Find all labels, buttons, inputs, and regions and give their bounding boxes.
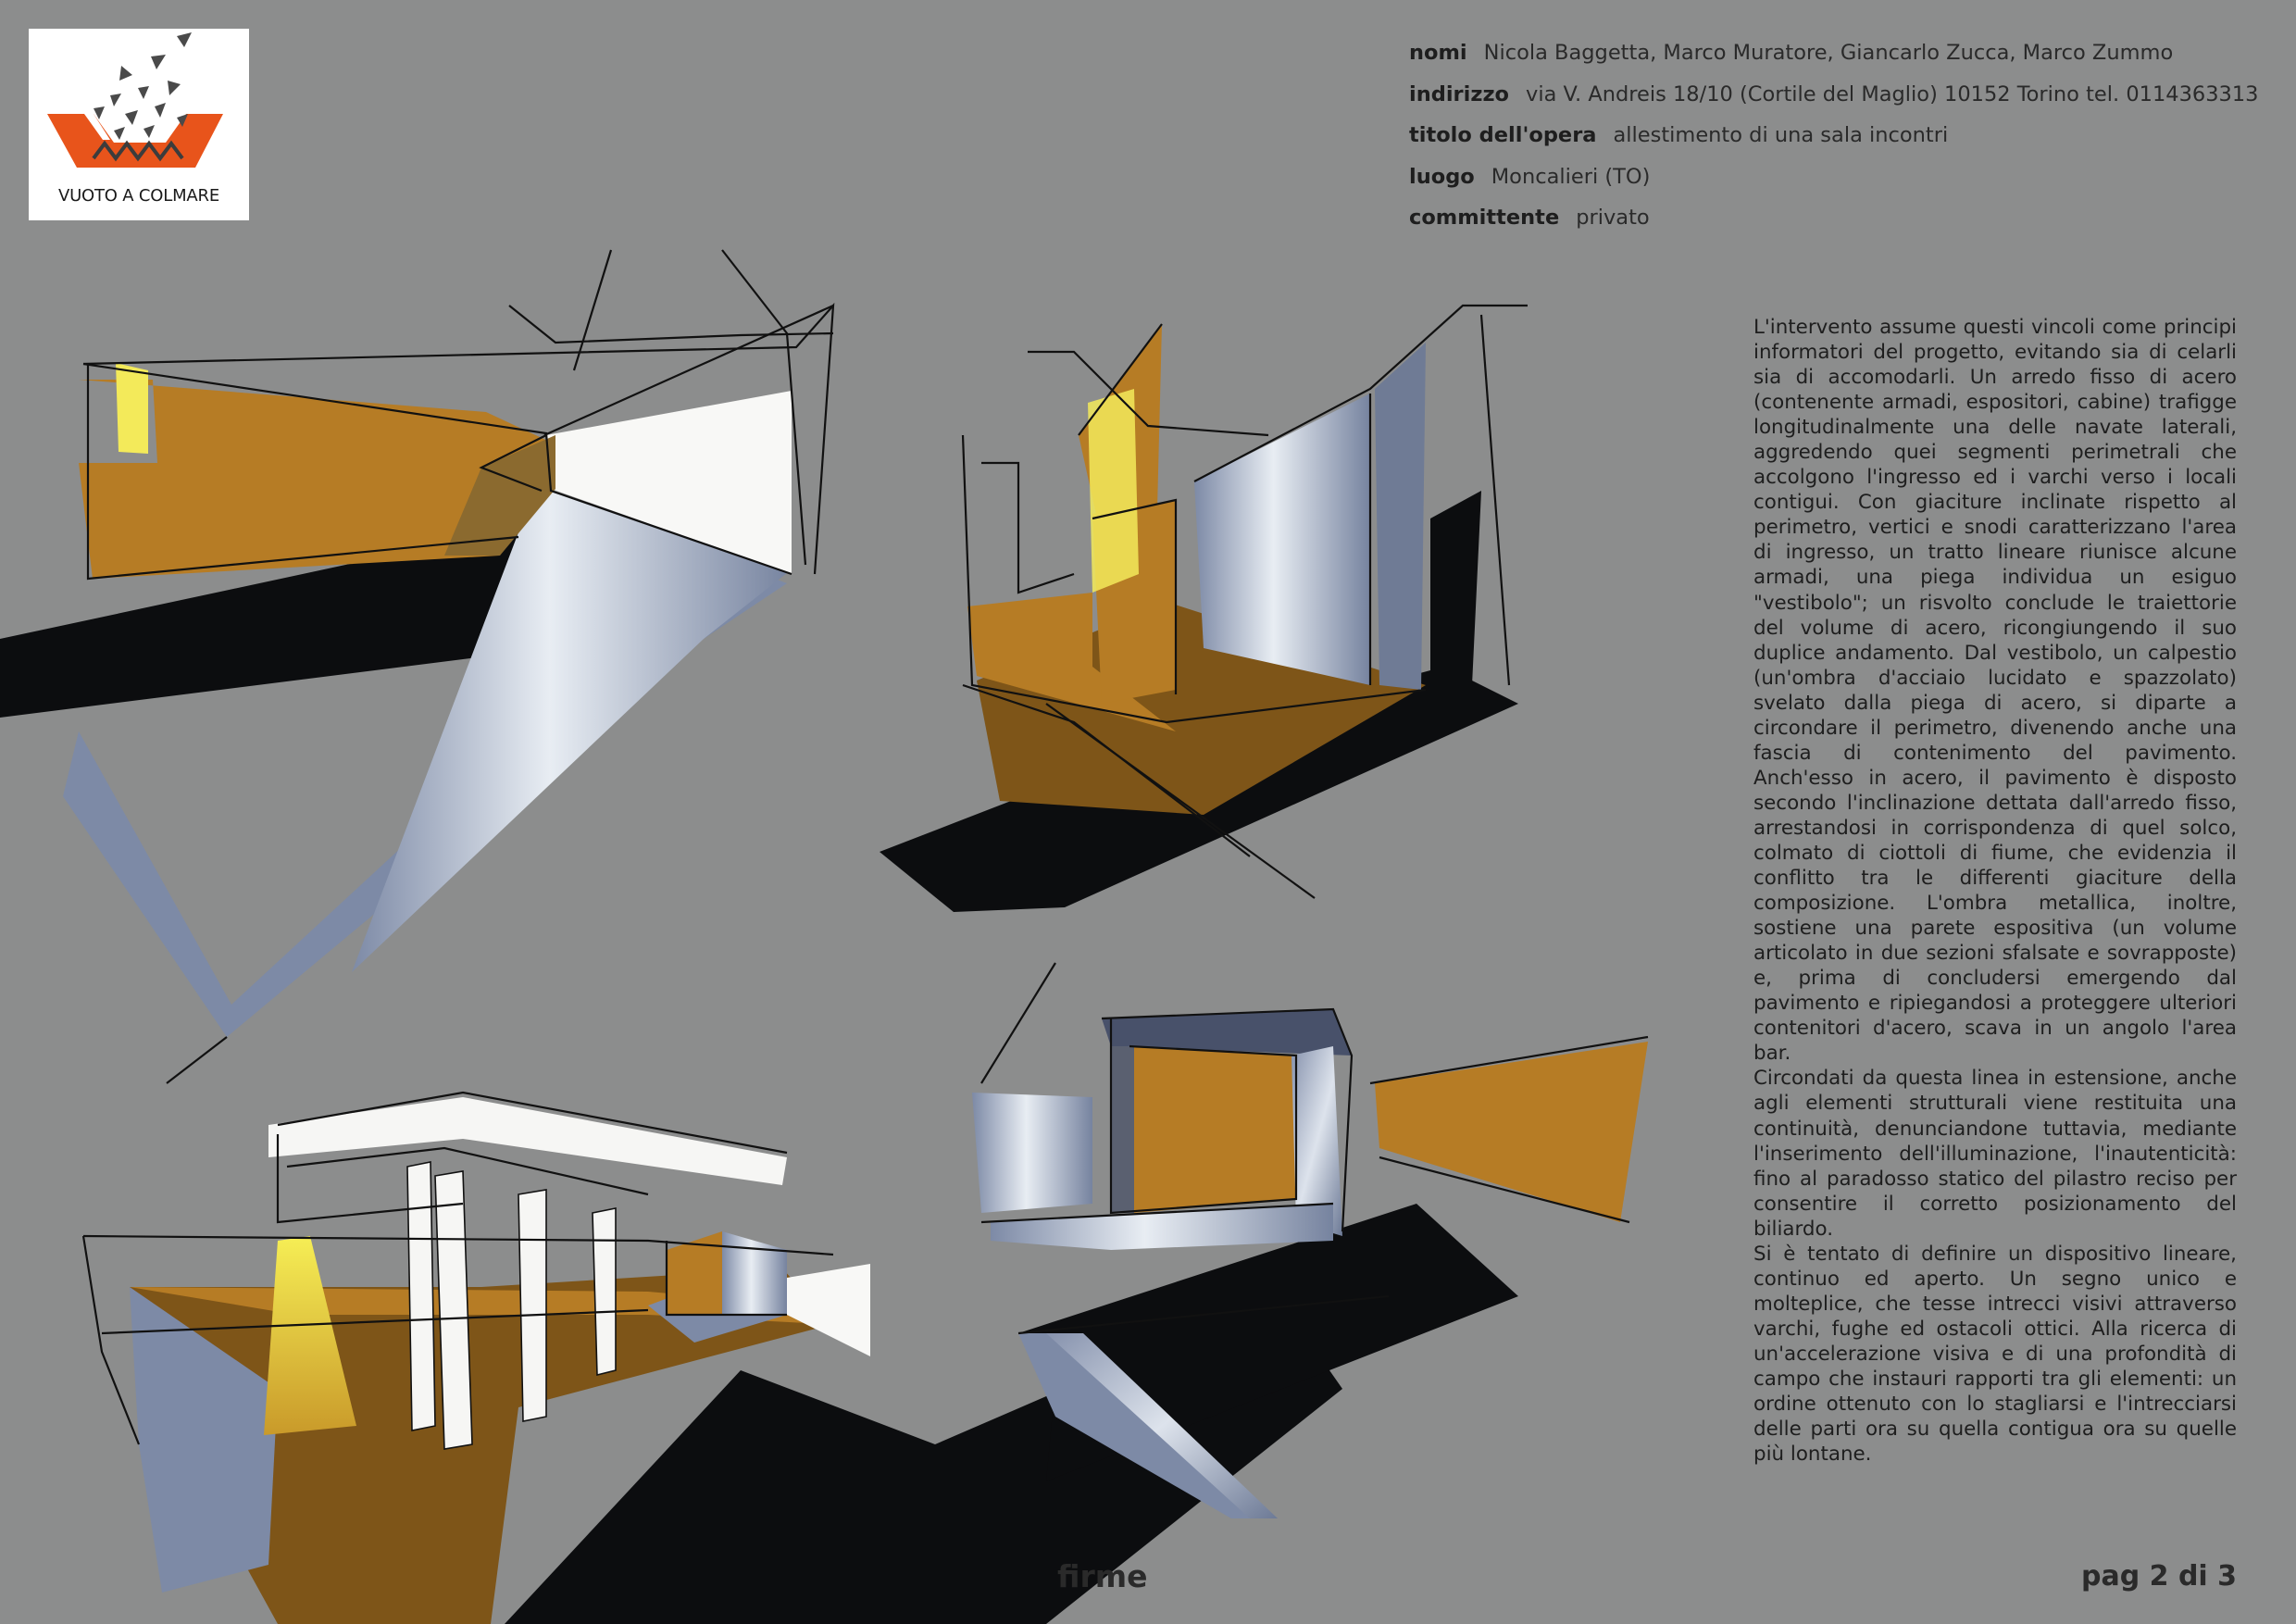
- info-label: indirizzo: [1409, 81, 1510, 106]
- description-paragraph: L'intervento assume questi vincoli come principi informatori del progetto, evitando sia di celarli sia di accomodarli. Un arredo fisso di acero (contenente armadi, espositori, cabine) trafigge longitudinalmente una delle navate laterali, aggredendo quei segmenti perimetrali che accolgono l'ingresso ed i varchi verso i locali contigui. Con giaciture inclinate rispetto al perimetro, vertici e snodi caratterizzano l'area di ingresso, un tratto lineare riunisce alcune armadi, una piega individua un esiguo "vestibolo"; un risvolto conclude le traiettorie del volume di acero, ricongiungendo il suo duplice andamento. Dal vestibolo, un calpestio (un'ombra d'acciaio lucidato e spazzolato) svelato dalla piega di acero, si diparte a circondare il perimetro, divenendo anche una fascia di contenimento del pavimento. Anch'esso in acero, il pavimento è disposto secondo l'inclinazione dettata dall'arredo fisso, arrestandosi in corrispondenza di quel solco, colmato di ciottoli di fiume, che evidenzia il conflitto tra le differenti giaciture della composizione. L'ombra metallica, inoltre, sostiene una parete espositiva (un volume articolato in due sezioni sfalsate e sovrapposte) e, prima di concludersi emergendo dal pavimento e ripiegandosi a proteggere ulteriori contenitori d'acero, scava in un angolo l'area bar.: [1753, 316, 2237, 1066]
- info-value: privato: [1576, 206, 1650, 230]
- sketch-entrance: [0, 250, 833, 1083]
- info-value: via V. Andreis 18/10 (Cortile del Maglio) 10152 Torino tel. 0114363313: [1526, 81, 2259, 106]
- sketch-bar-area: [972, 963, 1648, 1518]
- info-label: nomi: [1409, 41, 1467, 65]
- signatures-label: firme: [1057, 1558, 1148, 1594]
- info-label: committente: [1409, 206, 1560, 230]
- project-description: [1753, 315, 2237, 1467]
- description-paragraph: Circondati da questa linea in estensione, anche agli elementi strutturali viene restituita una continuità, denunciandone tuttavia, mediante l'inserimento dell'illuminazione, l'inautenticità: fino al paradosso statico del pilastro reciso per consentire il corretto posizionamento del biliardo.: [1753, 1067, 2237, 1241]
- page-number: pag 2 di 3: [2081, 1560, 2238, 1593]
- description-paragraph: Si è tentato di definire un dispositivo lineare, continuo ed aperto. Un segno unico e molteplice, che tesse intrecci visivi attraverso varchi, fughe ed ostacoli ottici. Alla ricerca di un'accelerazione visiva e di una profondità di campo che instauri rapporti tra gli elementi: un ordine ottenuto con lo stagliarsi e l'intrecciarsi delle parti ora su quella contigua ora su quelle più lontane.: [1753, 1242, 2237, 1467]
- info-label: luogo: [1409, 164, 1475, 189]
- info-label: titolo dell'opera: [1409, 123, 1597, 147]
- logo-text: VUOTO A COLMARE: [57, 186, 220, 206]
- info-value: Moncalieri (TO): [1491, 164, 1651, 189]
- info-value: Nicola Baggetta, Marco Muratore, Giancarlo Zucca, Marco Zummo: [1483, 41, 2174, 65]
- info-value: allestimento di una sala incontri: [1613, 123, 1949, 147]
- sketch-vestibule: [880, 306, 1528, 912]
